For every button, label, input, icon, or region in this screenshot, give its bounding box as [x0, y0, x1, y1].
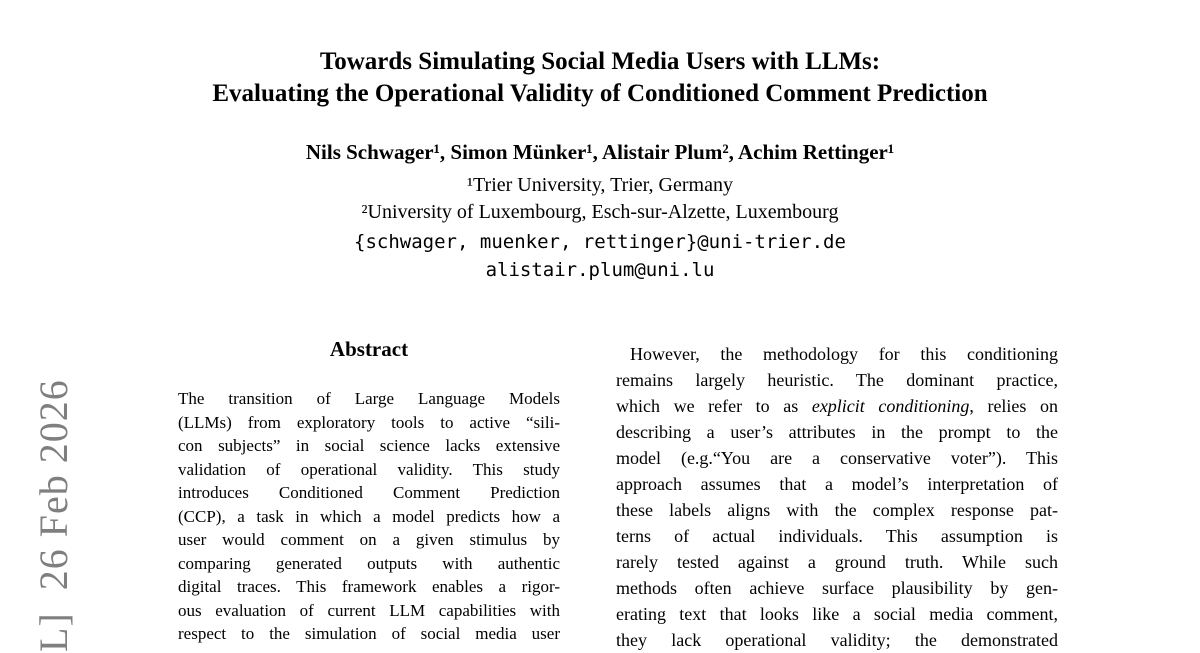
paper-title-line2: Evaluating the Operational Validity of Conditioned Comment Prediction [212, 80, 988, 107]
arxiv-watermark: L] 26 Feb 2026 [31, 379, 76, 652]
body-line: describing a user’s attributes in the prompt to the [616, 422, 1058, 442]
body-line-segment: which we refer to as [616, 396, 812, 416]
email-group: {schwager, muenker, rettinger}@uni-trier.de [354, 231, 846, 253]
abstract-line: respect to the simulation of social media user [178, 624, 560, 643]
body-line: remains largely heuristic. The dominant practice, [616, 370, 1058, 390]
paper-title-line1: Towards Simulating Social Media Users with LLMs: [319, 48, 881, 75]
body-line-italic-term: explicit conditioning [811, 396, 970, 416]
authors-line: Nils Schwager¹, Simon Münker¹, Alistair Plum², Achim Rettinger¹ [305, 140, 895, 164]
abstract-line: (LLMs) from exploratory tools to active “sili- [178, 412, 560, 432]
introduction-text [616, 341, 1058, 653]
abstract-line: digital traces. This framework enables a rigor- [178, 577, 560, 596]
abstract-line: validation of operational validity. This study [178, 459, 560, 479]
body-line-segment: , relies on [969, 396, 1059, 416]
body-line: methods often achieve surface plausibility by gen- [616, 578, 1058, 598]
abstract-line: The transition of Large Language Models [178, 389, 560, 408]
body-line [616, 393, 1058, 419]
affiliation-trier: ¹Trier University, Trier, Germany [467, 174, 733, 196]
abstract-line: user would comment on a given stimulus by [178, 530, 560, 549]
affiliation-luxembourg: ²University of Luxembourg, Esch-sur-Alzette, Luxembourg [361, 201, 839, 223]
body-line-clipped: they lack operational validity; the demonstrated [616, 630, 1058, 650]
abstract-heading: Abstract [329, 337, 409, 361]
abstract-text [178, 387, 560, 646]
body-line: model (e.g.“You are a conservative voter”). This [616, 448, 1058, 468]
body-line: rarely tested against a ground truth. While such [616, 552, 1058, 572]
body-line: these labels aligns with the complex response pat- [616, 500, 1058, 520]
body-line: erating text that looks like a social media comment, [616, 604, 1058, 624]
body-line: approach assumes that a model’s interpretation of [616, 474, 1058, 494]
email-individual: alistair.plum@uni.lu [485, 259, 715, 281]
abstract-line: comparing generated outputs with authentic [178, 553, 560, 573]
body-line: However, the methodology for this conditioning [630, 344, 1058, 364]
abstract-line: con subjects” in social science lacks extensive [178, 436, 560, 455]
abstract-line: (CCP), a task in which a model predicts how a [178, 506, 560, 526]
abstract-line: introduces Conditioned Comment Prediction [178, 483, 560, 502]
abstract-line: ous evaluation of current LLM capabilities with [178, 600, 560, 620]
body-line: terns of actual individuals. This assumption is [616, 526, 1058, 546]
